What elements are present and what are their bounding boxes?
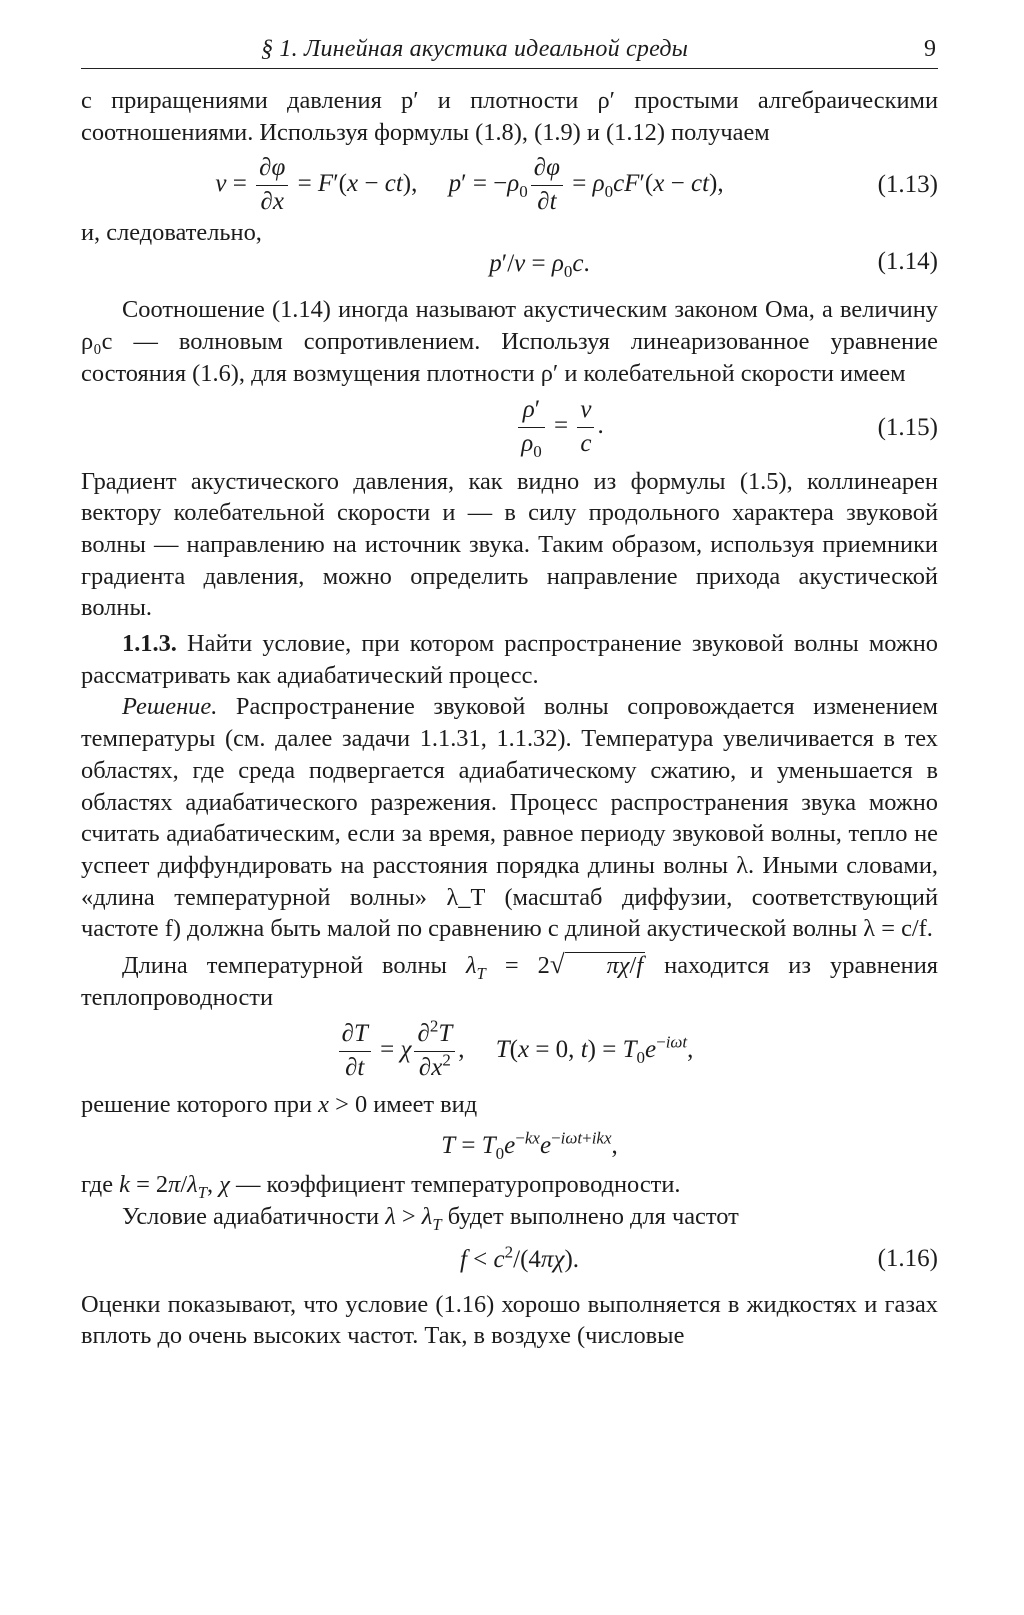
equation-1-14: $p'/v = \rho_0c$. (1.14) <box>81 244 938 280</box>
book-page <box>81 30 938 1352</box>
equation-number: (1.16) <box>877 1244 938 1272</box>
running-head-title: § 1. Линейная акустика идеальной среды <box>261 36 689 62</box>
paragraph-5: Длина температурной волны $\lambda_T = 2√$ πχ/f находится из уравнения теплопроводности <box>81 949 938 1011</box>
problem-1-1-3 <box>81 628 938 691</box>
paragraph-6: решение которого при x > 0 имеет вид <box>81 1091 478 1119</box>
equation-number: (1.15) <box>877 413 938 441</box>
solution-text: Распространение звуковой волны сопровождается изменением температуры (см. далее задачи 1.1.31, 1.1.32). Температура увеличивается в тех областях, где среда подвергается адиабатическому сжатию, и уменьшается в областях адиабатического разрежения. Процесс распространения звука можно считать адиабатическим, если за время, равное периоду звуковой волны, тепло не успеет диффундировать на расстояния порядка длины волны λ. Иными словами, «длина температурной волны» λ_T (масштаб диффузии, соответствующий частоте f) должна быть малой по сравнению с длиной акустической волны λ = c/f. <box>81 693 938 943</box>
paragraph-5-end: находится из уравнения теплопроводности <box>81 952 938 1011</box>
paragraph-9: Оценки показывают, что условие (1.16) хорошо выполняется в жидкостях и газах вплоть до очень высоких частот. Так, в воздухе (числовые <box>81 1290 938 1350</box>
paragraph-8: Условие адиабатичности $\lambda > \lambda_T$ будет выполнено для частот <box>122 1202 739 1234</box>
solution-label: Решение. <box>122 693 218 721</box>
equation-number: (1.13) <box>877 171 938 199</box>
paragraph-2: и, следовательно, <box>81 219 262 247</box>
problem-text: Найти условие, при котором распространение звуковой волны можно рассматривать как адиабатический процесс. <box>81 630 938 689</box>
running-head <box>81 30 938 69</box>
equation-number: (1.14) <box>877 248 938 276</box>
paragraph-3: Соотношение (1.14) иногда называют акустическим законом Ома, а величину ρ₀c — волновым сопротивлением. Используя линеаризованное уравнение состояния (1.6), для возмущения плотности ρ′ и колебательной скорости имеем <box>81 296 938 387</box>
equation-heat: $\frac{\partial T}{\partial t}$ = χ $\frac{\partial^2T}{\partial x^2}$ , T(x = 0, $t) = T_0e^{-i\omega t}$, <box>81 1013 938 1089</box>
solution-paragraph <box>81 691 938 945</box>
equation-1-15: $\frac{\rho'}{\rho_0}$ = $\frac{v}{c}$ . (1.15) <box>81 390 938 466</box>
paragraph-7-end: — коэффициент температуропроводности. <box>236 1171 681 1199</box>
paragraph-7: где $k = 2\pi/\lambda_T$, χ — коэффициент температуропроводности. <box>81 1171 681 1203</box>
problem-number: 1.1.3. <box>122 630 177 658</box>
page-number: 9 <box>924 36 936 62</box>
paragraph-8-end: будет выполнено для частот <box>447 1202 739 1230</box>
equation-1-16: $f < c^2/(4\pi\chi)$. (1.16) <box>81 1233 938 1285</box>
equation-1-13: v = $\frac{\partial\varphi}{\partial x}$ = F′(x − ct), $p' = -\rho_0$ $\frac{\partial\varphi}{\partial t}$ = $\rho_0cF'(x - ct)$, (1.13) <box>215 154 938 215</box>
paragraph-5-start: Длина температурной волны <box>122 952 447 980</box>
paragraph-6-end: имеет вид <box>373 1091 478 1119</box>
paragraph-8-start: Условие адиабатичности <box>122 1202 380 1230</box>
equation-solution: $T = T_0e^{-kx}e^{-i\omega t+ikx}$, <box>441 1129 618 1164</box>
paragraph-4: Градиент акустического давления, как видно из формулы (1.5), коллинеарен вектору колебательной скорости и — в силу продольного характера звуковой волны — направлению на источник звука. Таким образом, используя приемники градиента давления, можно определить направление прихода акустической волны. <box>81 467 938 622</box>
paragraph-1: с приращениями давления p′ и плотности ρ′ простыми алгебраическими соотношениями. Используя формулы (1.8), (1.9) и (1.12) получаем <box>81 87 938 146</box>
paragraph-6-start: решение которого при <box>81 1091 313 1119</box>
paragraph-7-start: где <box>81 1171 114 1199</box>
page-body <box>81 85 938 1352</box>
